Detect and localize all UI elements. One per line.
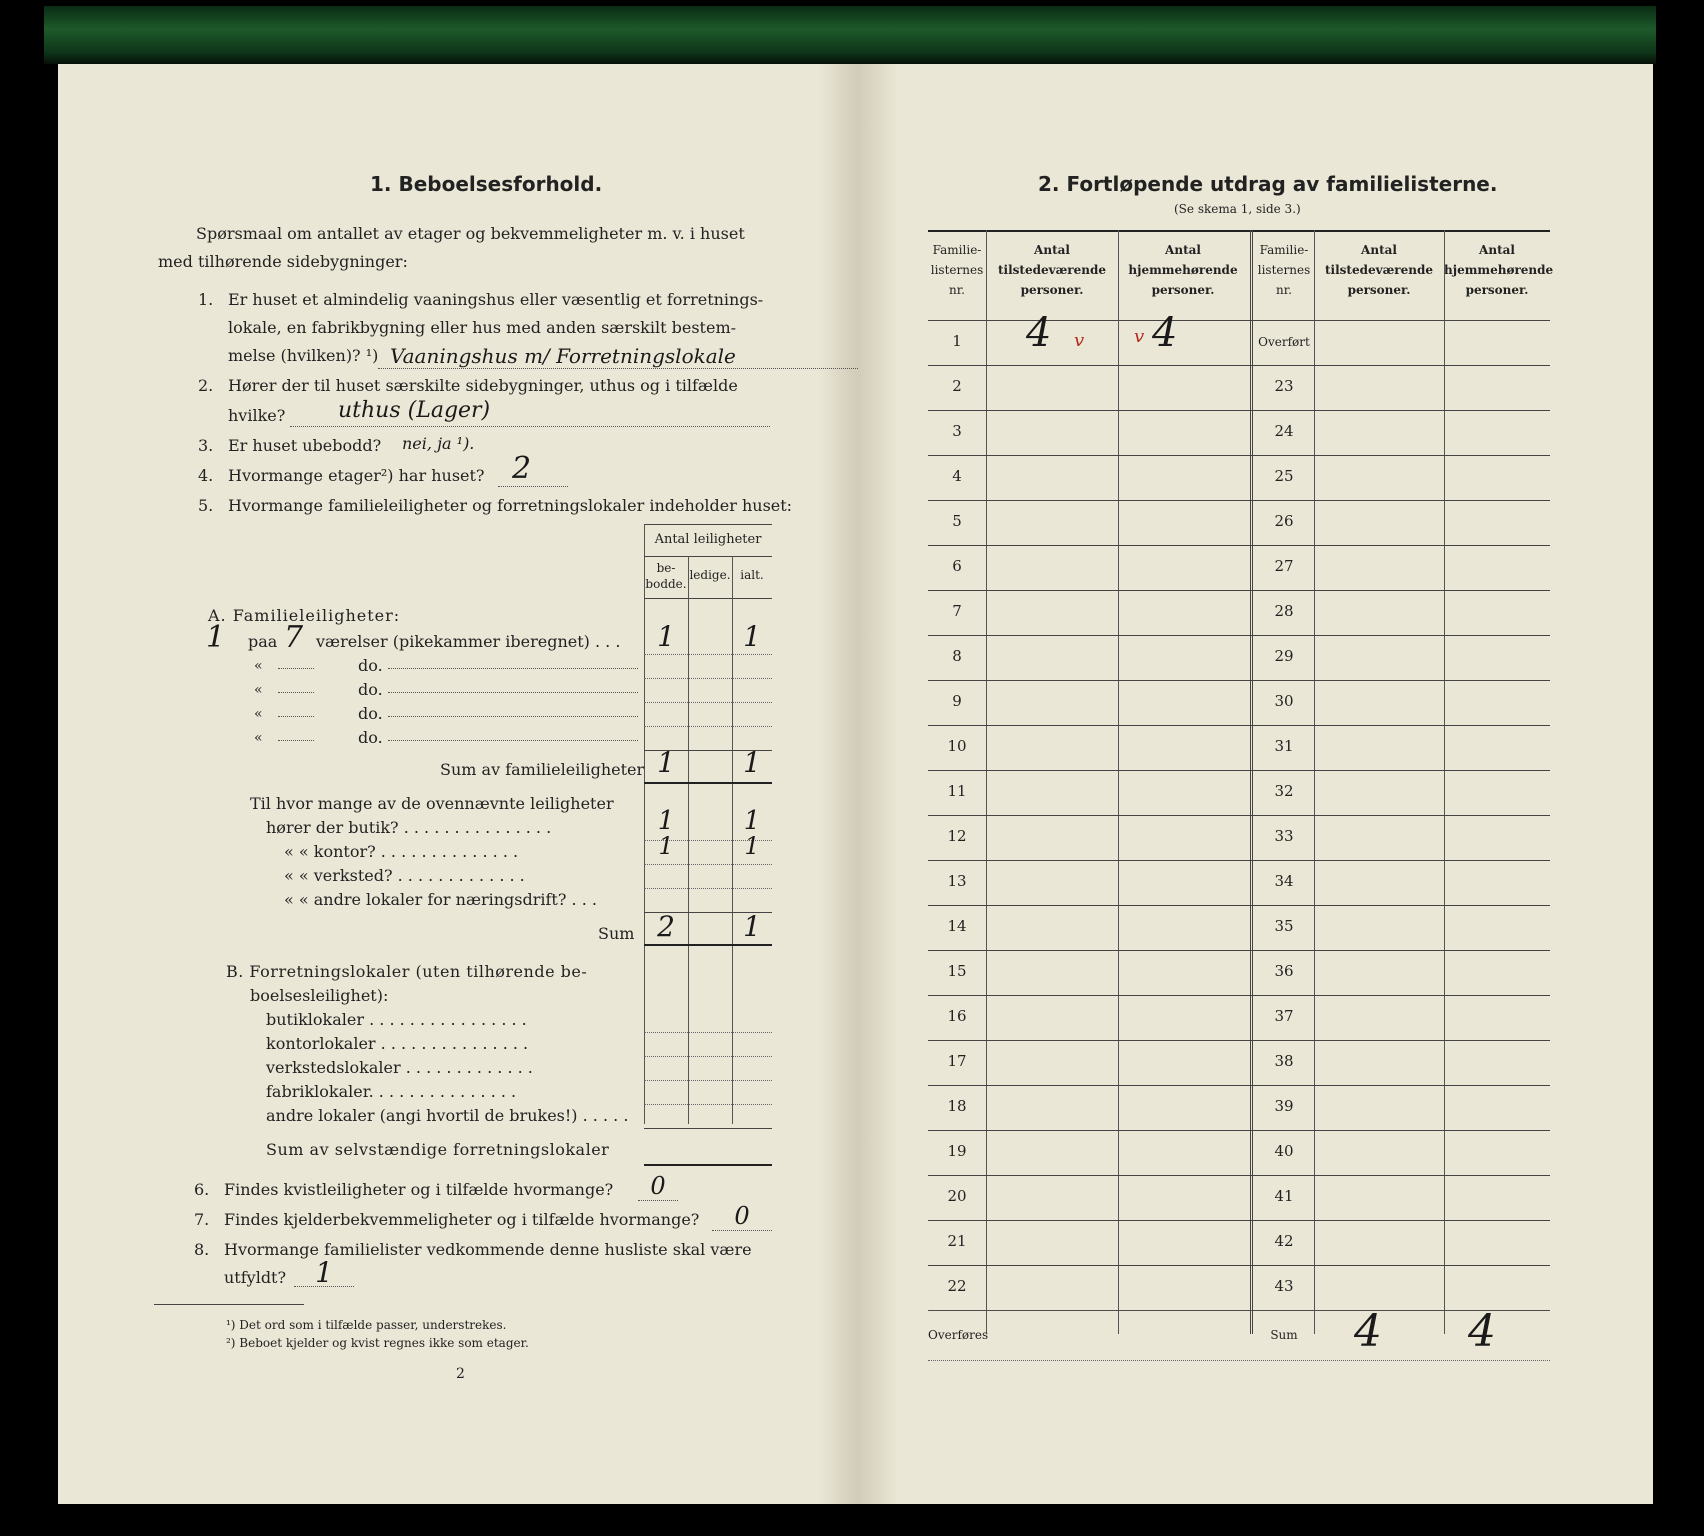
col-ledige: ledige. — [689, 568, 731, 582]
row-line — [928, 1130, 1550, 1131]
header-hjemmehorende: Antal hjemmehørende personer. — [1128, 243, 1238, 297]
row-number-left: 13 — [947, 872, 967, 890]
do-blank-1 — [278, 668, 314, 669]
table-top-line — [928, 230, 1550, 232]
b-verkstedslokaler: verkstedslokaler . . . . . . . . . . . . . — [266, 1058, 533, 1077]
page-number: 2 — [456, 1366, 465, 1382]
row-line — [928, 680, 1550, 681]
row-line — [644, 1104, 772, 1105]
row-line — [644, 726, 772, 727]
row-number-right: 30 — [1274, 692, 1294, 710]
q8-text: Hvormange familielister vedkommende denne husliste skal være — [224, 1240, 752, 1259]
row1-tilstedevaerende: 4 — [1026, 310, 1052, 356]
header-tilstedevaerende: Antal tilstedeværende personer. — [998, 243, 1106, 297]
col-ialt: ialt. — [740, 568, 764, 582]
q1-text: Er huset et almindelig vaaningshus eller væsentlig et forretnings- — [228, 290, 764, 309]
scanner-band — [44, 6, 1656, 64]
row-line — [644, 678, 772, 679]
sum-bebodde: 2 — [657, 910, 675, 943]
q4-answer-line — [498, 451, 568, 487]
row-number-left: 19 — [947, 1142, 967, 1160]
do-quote-2: « — [254, 682, 263, 698]
footer-line — [928, 1310, 1550, 1311]
butik-bebodde: 1 — [657, 806, 675, 836]
row-number-right: 29 — [1274, 647, 1294, 665]
sum-line — [644, 1164, 772, 1166]
do-leader-1 — [388, 668, 638, 669]
b-andre-lokaler: andre lokaler (angi hvortil de brukes!) . . . . . — [266, 1106, 629, 1125]
row-line — [928, 1220, 1550, 1221]
q2-text: Hører der til huset særskilte sidebygninger, uthus og i tilfælde — [228, 376, 738, 395]
a-row1-rooms: 7 — [284, 620, 304, 655]
q4-text: Hvormange etager²) har huset? — [228, 466, 485, 485]
row-number-left: 2 — [952, 377, 962, 395]
row1-check-mark: v — [1074, 330, 1085, 351]
q6-answer: 0 — [638, 1172, 678, 1201]
row-number-left: 10 — [947, 737, 967, 755]
row-number-right: 43 — [1274, 1277, 1294, 1295]
q7-number: 7. — [194, 1210, 210, 1229]
row-line — [928, 455, 1550, 456]
a-row1-ialt: 1 — [743, 620, 761, 653]
kontor-ialt: 1 — [744, 832, 760, 860]
row-number-right: 34 — [1274, 872, 1294, 890]
q2-number: 2. — [198, 376, 214, 395]
row-number-left: 4 — [952, 467, 962, 485]
do-blank-4 — [278, 740, 314, 741]
kontor-bebodde: 1 — [658, 832, 674, 860]
row-number-left: 7 — [952, 602, 962, 620]
do-row-4: do. — [358, 728, 383, 747]
q7-text: Findes kjelderbekvemmeligheter og i tilfælde hvormange? — [224, 1210, 700, 1229]
section-title-beboelsesforhold: 1. Beboelsesforhold. — [370, 172, 603, 196]
section-b-label: B. Forretningslokaler (uten tilhørende be- — [226, 962, 588, 981]
a-row1-bebodde: 1 — [657, 620, 675, 653]
row-number-right: 38 — [1274, 1052, 1294, 1070]
section-title-familielisterne: 2. Fortløpende utdrag av familielisterne. — [1038, 172, 1498, 196]
row-line — [644, 864, 772, 865]
row-number-left: 21 — [947, 1232, 967, 1250]
b-sum: Sum av selvstændige forretningslokaler — [266, 1140, 610, 1159]
header-familielisternes-nr: Familie- listernes nr. — [930, 243, 984, 297]
q3-text: Er huset ubebodd? — [228, 436, 382, 455]
a-row1-text: værelser (pikekammer iberegnet) . . . — [316, 632, 621, 651]
row-number-right: 23 — [1274, 377, 1294, 395]
q6-number: 6. — [194, 1180, 210, 1199]
sum-ialt: 1 — [743, 910, 761, 943]
row-number-left: 20 — [947, 1187, 967, 1205]
butik-row: hører der butik? . . . . . . . . . . . . . . . — [266, 818, 552, 837]
header-familielisternes-nr-2: Familie- listernes nr. — [1257, 243, 1311, 297]
row-number-right: 33 — [1274, 827, 1294, 845]
row-line — [928, 770, 1550, 771]
header-tilstedevaerende-2: Antal tilstedeværende personer. — [1325, 243, 1433, 297]
row-number-right: 36 — [1274, 962, 1294, 980]
do-quote-1: « — [254, 658, 263, 674]
row-line — [928, 995, 1550, 996]
row-number-right: 27 — [1274, 557, 1294, 575]
header-bottom-line — [644, 598, 772, 599]
row-number-left: 3 — [952, 422, 962, 440]
q2-text-2: hvilke? — [228, 406, 286, 425]
row-number-right: 32 — [1274, 782, 1294, 800]
row1-hjemmehorende: 4 — [1152, 310, 1178, 356]
row-line — [928, 725, 1550, 726]
row-number-right: 26 — [1274, 512, 1294, 530]
table-top-line — [644, 524, 772, 525]
a-row1-count: 1 — [206, 620, 226, 655]
do-quote-3: « — [254, 706, 263, 722]
q4-number: 4. — [198, 466, 214, 485]
row-line — [928, 905, 1550, 906]
row-number-left: 17 — [947, 1052, 967, 1070]
row-line — [928, 545, 1550, 546]
antal-leiligheter-header: Antal leiligheter — [654, 532, 762, 547]
table-bottom-line — [928, 1360, 1550, 1361]
row-number-left: 14 — [947, 917, 967, 935]
row-line — [928, 860, 1550, 861]
b-butiklokaler: butiklokaler . . . . . . . . . . . . . . . . — [266, 1010, 527, 1029]
andre-lokaler-row: « « andre lokaler for næringsdrift? . . . — [284, 890, 597, 909]
row1-check-mark-2: v — [1134, 326, 1145, 347]
header-hjemmehorende-2: Antal hjemmehørende personer. — [1444, 243, 1554, 297]
q6-text: Findes kvistleiligheter og i tilfælde hvormange? — [224, 1180, 614, 1199]
row-number-right: Overført — [1258, 335, 1310, 349]
sum-hjemmehorende: 4 — [1468, 1306, 1496, 1357]
b-fabriklokaler: fabriklokaler. . . . . . . . . . . . . . . — [266, 1082, 517, 1101]
row-line — [644, 888, 772, 889]
row-number-right: 39 — [1274, 1097, 1294, 1115]
col-double-line — [1250, 230, 1253, 1334]
do-row-1: do. — [358, 656, 383, 675]
butik-ialt: 1 — [743, 806, 761, 836]
row-number-left: 1 — [952, 332, 962, 350]
row-line — [928, 1040, 1550, 1041]
verksted-row: « « verksted? . . . . . . . . . . . . . — [284, 866, 525, 885]
row-line — [928, 1265, 1550, 1266]
row-number-left: 11 — [947, 782, 967, 800]
row-line — [644, 1032, 772, 1033]
row-number-right: 41 — [1274, 1187, 1294, 1205]
row-line — [928, 590, 1550, 591]
left-page — [58, 64, 858, 1504]
row-number-left: 8 — [952, 647, 962, 665]
do-leader-4 — [388, 740, 638, 741]
row-number-left: 15 — [947, 962, 967, 980]
row-line — [928, 1175, 1550, 1176]
sum-family-ialt: 1 — [743, 746, 761, 779]
footnote-2: ²) Beboet kjelder og kvist regnes ikke som etager. — [226, 1336, 529, 1350]
q5-text: Hvormange familieleiligheter og forretningslokaler indeholder huset: — [228, 496, 793, 515]
sum-line — [644, 944, 772, 946]
header-divider — [644, 556, 772, 557]
q8-answer: 1 — [294, 1256, 354, 1287]
row-number-right: 28 — [1274, 602, 1294, 620]
col-line — [1118, 230, 1119, 1334]
row-line — [644, 1080, 772, 1081]
q1-text-2: lokale, en fabrikbygning eller hus med anden særskilt bestem- — [228, 318, 737, 337]
row-number-left: 12 — [947, 827, 967, 845]
section-subtitle: (Se skema 1, side 3.) — [1174, 202, 1301, 216]
row-line — [928, 410, 1550, 411]
col-line — [1444, 230, 1445, 1334]
row-line — [928, 950, 1550, 951]
q4-answer: 2 — [512, 451, 532, 486]
row-number-right: 35 — [1274, 917, 1294, 935]
row-number-right: 40 — [1274, 1142, 1294, 1160]
q8-text-2: utfyldt? — [224, 1268, 287, 1287]
sum-family-label: Sum av familieleiligheter — [440, 760, 645, 779]
do-quote-4: « — [254, 730, 263, 746]
b-kontorlokaler: kontorlokaler . . . . . . . . . . . . . . . — [266, 1034, 529, 1053]
right-page — [858, 64, 1653, 1504]
row-line — [928, 1085, 1550, 1086]
a-row1-paa: paa — [248, 632, 278, 651]
intro-text: Spørsmaal om antallet av etager og bekvemmeligheter m. v. i huset — [196, 224, 745, 243]
row-number-left: 9 — [952, 692, 962, 710]
kontor-row: « « kontor? . . . . . . . . . . . . . . — [284, 842, 519, 861]
header-bottom-line — [928, 320, 1550, 321]
q3-number: 3. — [198, 436, 214, 455]
q7-answer: 0 — [712, 1202, 772, 1231]
do-row-2: do. — [358, 680, 383, 699]
do-blank-2 — [278, 692, 314, 693]
row-line — [644, 654, 772, 655]
row-number-right: 42 — [1274, 1232, 1294, 1250]
row-number-left: 6 — [952, 557, 962, 575]
do-leader-2 — [388, 692, 638, 693]
q5-number: 5. — [198, 496, 214, 515]
q1-answer: Vaaningshus m/ Forretningslokale — [390, 344, 736, 368]
row-line — [644, 702, 772, 703]
do-row-3: do. — [358, 704, 383, 723]
q2-answer: uthus (Lager) — [338, 398, 491, 423]
row-line — [928, 815, 1550, 816]
q3-answer: nei, ja ¹). — [402, 434, 475, 453]
do-blank-3 — [278, 716, 314, 717]
row-number-left: 22 — [947, 1277, 967, 1295]
col-line — [1314, 230, 1315, 1334]
section-b-label-2: boelsesleilighet): — [250, 986, 389, 1005]
q1-number: 1. — [198, 290, 214, 309]
row-line — [644, 1056, 772, 1057]
row-line — [644, 1128, 772, 1129]
sum-line — [644, 782, 772, 784]
q1-answer-line — [378, 344, 858, 369]
sum-tilstedevaerende: 4 — [1354, 1306, 1382, 1357]
footnote-1: ¹) Det ord som i tilfælde passer, understrekes. — [226, 1318, 507, 1332]
row-line — [928, 635, 1550, 636]
row-number-right: 31 — [1274, 737, 1294, 755]
intro-text-2: med tilhørende sidebygninger: — [158, 252, 408, 271]
row-line — [928, 365, 1550, 366]
col-bebodde: be- bodde. — [645, 561, 687, 591]
q8-number: 8. — [194, 1240, 210, 1259]
row-number-left: 5 — [952, 512, 962, 530]
row-number-left: 18 — [947, 1097, 967, 1115]
overfores-label: Overføres — [928, 1328, 989, 1342]
sum-family-bebodde: 1 — [657, 746, 675, 779]
row-line — [928, 500, 1550, 501]
row-number-right: 25 — [1274, 467, 1294, 485]
row-number-left: 16 — [947, 1007, 967, 1025]
col-line — [986, 230, 987, 1334]
sum-label: Sum — [1270, 1328, 1298, 1342]
row-number-right: 37 — [1274, 1007, 1294, 1025]
q2-answer-line — [290, 398, 770, 427]
row-number-right: 24 — [1274, 422, 1294, 440]
section-a-label: A. Familieleiligheter: — [208, 606, 401, 625]
q1-text-3: melse (hvilken)? ¹) — [228, 346, 379, 365]
butik-intro: Til hvor mange av de ovennævnte leiligheter — [250, 794, 614, 813]
do-leader-3 — [388, 716, 638, 717]
sum-label: Sum — [598, 924, 635, 943]
footnote-rule — [154, 1304, 304, 1305]
